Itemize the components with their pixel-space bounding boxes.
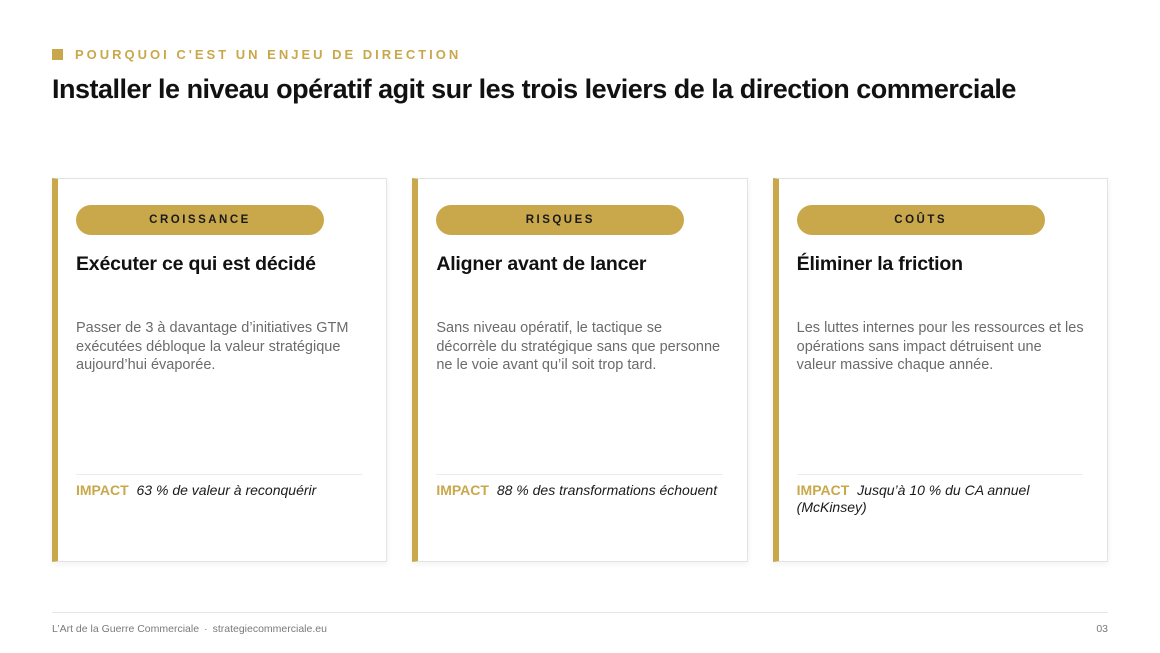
- card-divider: [797, 474, 1083, 475]
- footer-separator: ·: [204, 623, 208, 635]
- card-title: Éliminer la friction: [796, 253, 963, 275]
- eyebrow-square-icon: [52, 49, 63, 60]
- card-tag-pill: [76, 205, 324, 235]
- card-impact: [436, 482, 722, 499]
- footer-divider: [52, 612, 1108, 613]
- impact-label: IMPACT: [76, 482, 129, 498]
- impact-label: IMPACT: [796, 482, 850, 498]
- levers-card-row: [52, 178, 1108, 562]
- card-title: Aligner avant de lancer: [436, 253, 647, 275]
- card-divider: [436, 474, 722, 475]
- card-tag-label: COÛTS: [894, 214, 948, 226]
- impact-text: Jusqu’à 10 % du CA annuel (McKinsey): [796, 482, 1030, 515]
- footer-credits: [52, 623, 327, 635]
- card-tag-pill: [436, 205, 684, 235]
- page-title: Installer le niveau opératif agit sur les trois leviers de la direction commerciale: [52, 74, 1016, 104]
- impact-label: IMPACT: [436, 482, 489, 498]
- card-description: Sans niveau opératif, le tactique se décorrèle du stratégique sans que personne ne le voie avant qu’il soit trop tard.: [436, 320, 721, 373]
- card-description: Passer de 3 à davantage d’initiatives GTM exécutées débloque la valeur stratégique aujourd’hui évaporée.: [76, 320, 349, 373]
- card-description: Les luttes internes pour les ressources et les opérations sans impact détruisent une valeur massive chaque année.: [796, 320, 1084, 373]
- card-risques: [412, 178, 747, 562]
- card-tag-label: CROISSANCE: [149, 214, 251, 226]
- section-eyebrow: [52, 47, 461, 62]
- card-tag-label: RISQUES: [525, 214, 595, 226]
- impact-text: 88 % des transformations échouent: [496, 482, 718, 498]
- card-impact: [797, 482, 1083, 515]
- card-divider: [76, 474, 362, 475]
- eyebrow-label: POURQUOI C'EST UN ENJEU DE DIRECTION: [75, 47, 462, 62]
- impact-text: 63 % de valeur à reconquérir: [136, 482, 317, 498]
- card-croissance: [52, 178, 387, 562]
- card-impact: [76, 482, 362, 499]
- footer-brand: L’Art de la Guerre Commerciale: [52, 623, 200, 635]
- card-couts: [773, 178, 1108, 562]
- page-number: 03: [1096, 623, 1108, 635]
- card-title: Exécuter ce qui est décidé: [76, 253, 316, 275]
- footer-website-link[interactable]: strategiecommerciale.eu: [212, 623, 327, 635]
- card-tag-pill: [797, 205, 1045, 235]
